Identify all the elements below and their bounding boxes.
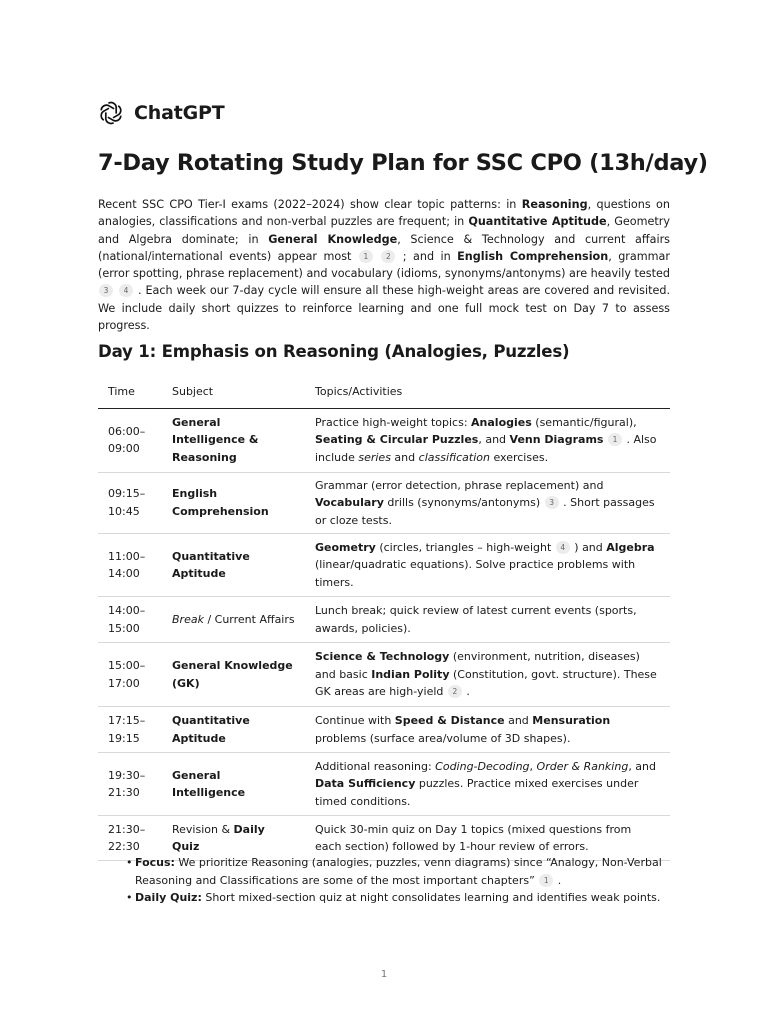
table-header-row	[98, 380, 670, 408]
list-item: • Focus: We prioritize Reasoning (analogies, puzzles, venn diagrams) since “Analogy, Non-Verbal Reasoning and Classifications are some of the most important chapters” 1 .	[126, 854, 686, 889]
time-cell: 21:30–22:30	[98, 816, 162, 861]
table-row	[98, 534, 670, 597]
subject-cell: Revision & Daily Quiz	[162, 816, 305, 861]
subject-cell: General Knowledge (GK)	[162, 643, 305, 707]
citation-badge[interactable]: 1	[539, 874, 553, 887]
topics-cell: Science & Technology (environment, nutrition, diseases) and basic Indian Polity (Constitution, govt. structure). These GK areas are high-yield 2 .	[305, 643, 670, 707]
brand-name: ChatGPT	[134, 102, 225, 124]
topics-cell: Additional reasoning: Coding-Decoding, Order & Ranking, and Data Sufficiency puzzles. Practice mixed exercises under timed conditions.	[305, 753, 670, 816]
time-cell: 11:00–14:00	[98, 534, 162, 597]
column-header-topics: Topics/Activities	[305, 380, 670, 408]
topics-cell: Practice high-weight topics: Analogies (semantic/figural), Seating & Circular Puzzles, and Venn Diagrams 1 . Also include series and classification exercises.	[305, 408, 670, 472]
time-cell: 15:00–17:00	[98, 643, 162, 707]
time-cell: 09:15–10:45	[98, 472, 162, 534]
subject-cell: Break / Current Affairs	[162, 597, 305, 643]
page-number: 1	[380, 969, 388, 980]
citation-badge[interactable]: 3	[545, 496, 559, 509]
subject-cell: General Intelligence & Reasoning	[162, 408, 305, 472]
topics-cell: Geometry (circles, triangles – high-weight 4 ) and Algebra (linear/quadratic equations). Solve practice problems with timers.	[305, 534, 670, 597]
time-cell: 19:30–21:30	[98, 753, 162, 816]
day1-heading: Day 1: Emphasis on Reasoning (Analogies, Puzzles)	[98, 342, 570, 361]
citation-badge[interactable]: 3	[99, 284, 113, 297]
subject-cell: Quantitative Aptitude	[162, 707, 305, 753]
citation-badge[interactable]: 4	[556, 541, 570, 554]
subject-cell: English Comprehension	[162, 472, 305, 534]
table-row	[98, 707, 670, 753]
citation-badge[interactable]: 1	[359, 250, 373, 263]
topics-cell: Lunch break; quick review of latest current events (sports, awards, policies).	[305, 597, 670, 643]
time-cell: 14:00–15:00	[98, 597, 162, 643]
notes-list	[126, 854, 686, 907]
time-cell: 06:00–09:00	[98, 408, 162, 472]
page-title: 7-Day Rotating Study Plan for SSC CPO (13h/day)	[98, 150, 708, 176]
table-row	[98, 597, 670, 643]
citation-badge[interactable]: 2	[381, 250, 395, 263]
intro-paragraph: Recent SSC CPO Tier-I exams (2022–2024) show clear topic patterns: in Reasoning, questions on analogies, classifications and non-verbal puzzles are frequent; in Quantitative Aptitude, Geometry and Algebra dominate; in General Knowledge, Science & Technology and current affairs (national/international events) appear most 1 2 ; and in English Comprehension, grammar (error spotting, phrase replacement) and vocabulary (idioms, synonyms/antonyms) are heavily tested 3 4 . Each week our 7-day cycle will ensure all these high-weight areas are covered and revisited. We include daily short quizzes to reinforce learning and one full mock test on Day 7 to assess progress.	[98, 198, 671, 333]
citation-badge[interactable]: 1	[608, 433, 622, 446]
topics-cell: Continue with Speed & Distance and Mensuration problems (surface area/volume of 3D shapes).	[305, 707, 670, 753]
column-header-time: Time	[98, 380, 162, 408]
table-row	[98, 472, 670, 534]
openai-logo-icon	[98, 100, 124, 126]
table-row	[98, 753, 670, 816]
table-row	[98, 408, 670, 472]
table-row	[98, 643, 670, 707]
list-item: • Daily Quiz: Short mixed-section quiz at night consolidates learning and identifies weak points.	[126, 889, 686, 907]
topics-cell: Quick 30-min quiz on Day 1 topics (mixed questions from each section) followed by 1-hour review of errors.	[305, 816, 670, 861]
brand-header	[98, 100, 224, 126]
time-cell: 17:15–19:15	[98, 707, 162, 753]
citation-badge[interactable]: 4	[119, 284, 133, 297]
citation-badge[interactable]: 2	[448, 685, 462, 698]
column-header-subject: Subject	[162, 380, 305, 408]
subject-cell: General Intelligence	[162, 753, 305, 816]
subject-cell: Quantitative Aptitude	[162, 534, 305, 597]
schedule-table	[98, 380, 670, 861]
topics-cell: Grammar (error detection, phrase replacement) and Vocabulary drills (synonyms/antonyms) 3 . Short passages or cloze tests.	[305, 472, 670, 534]
